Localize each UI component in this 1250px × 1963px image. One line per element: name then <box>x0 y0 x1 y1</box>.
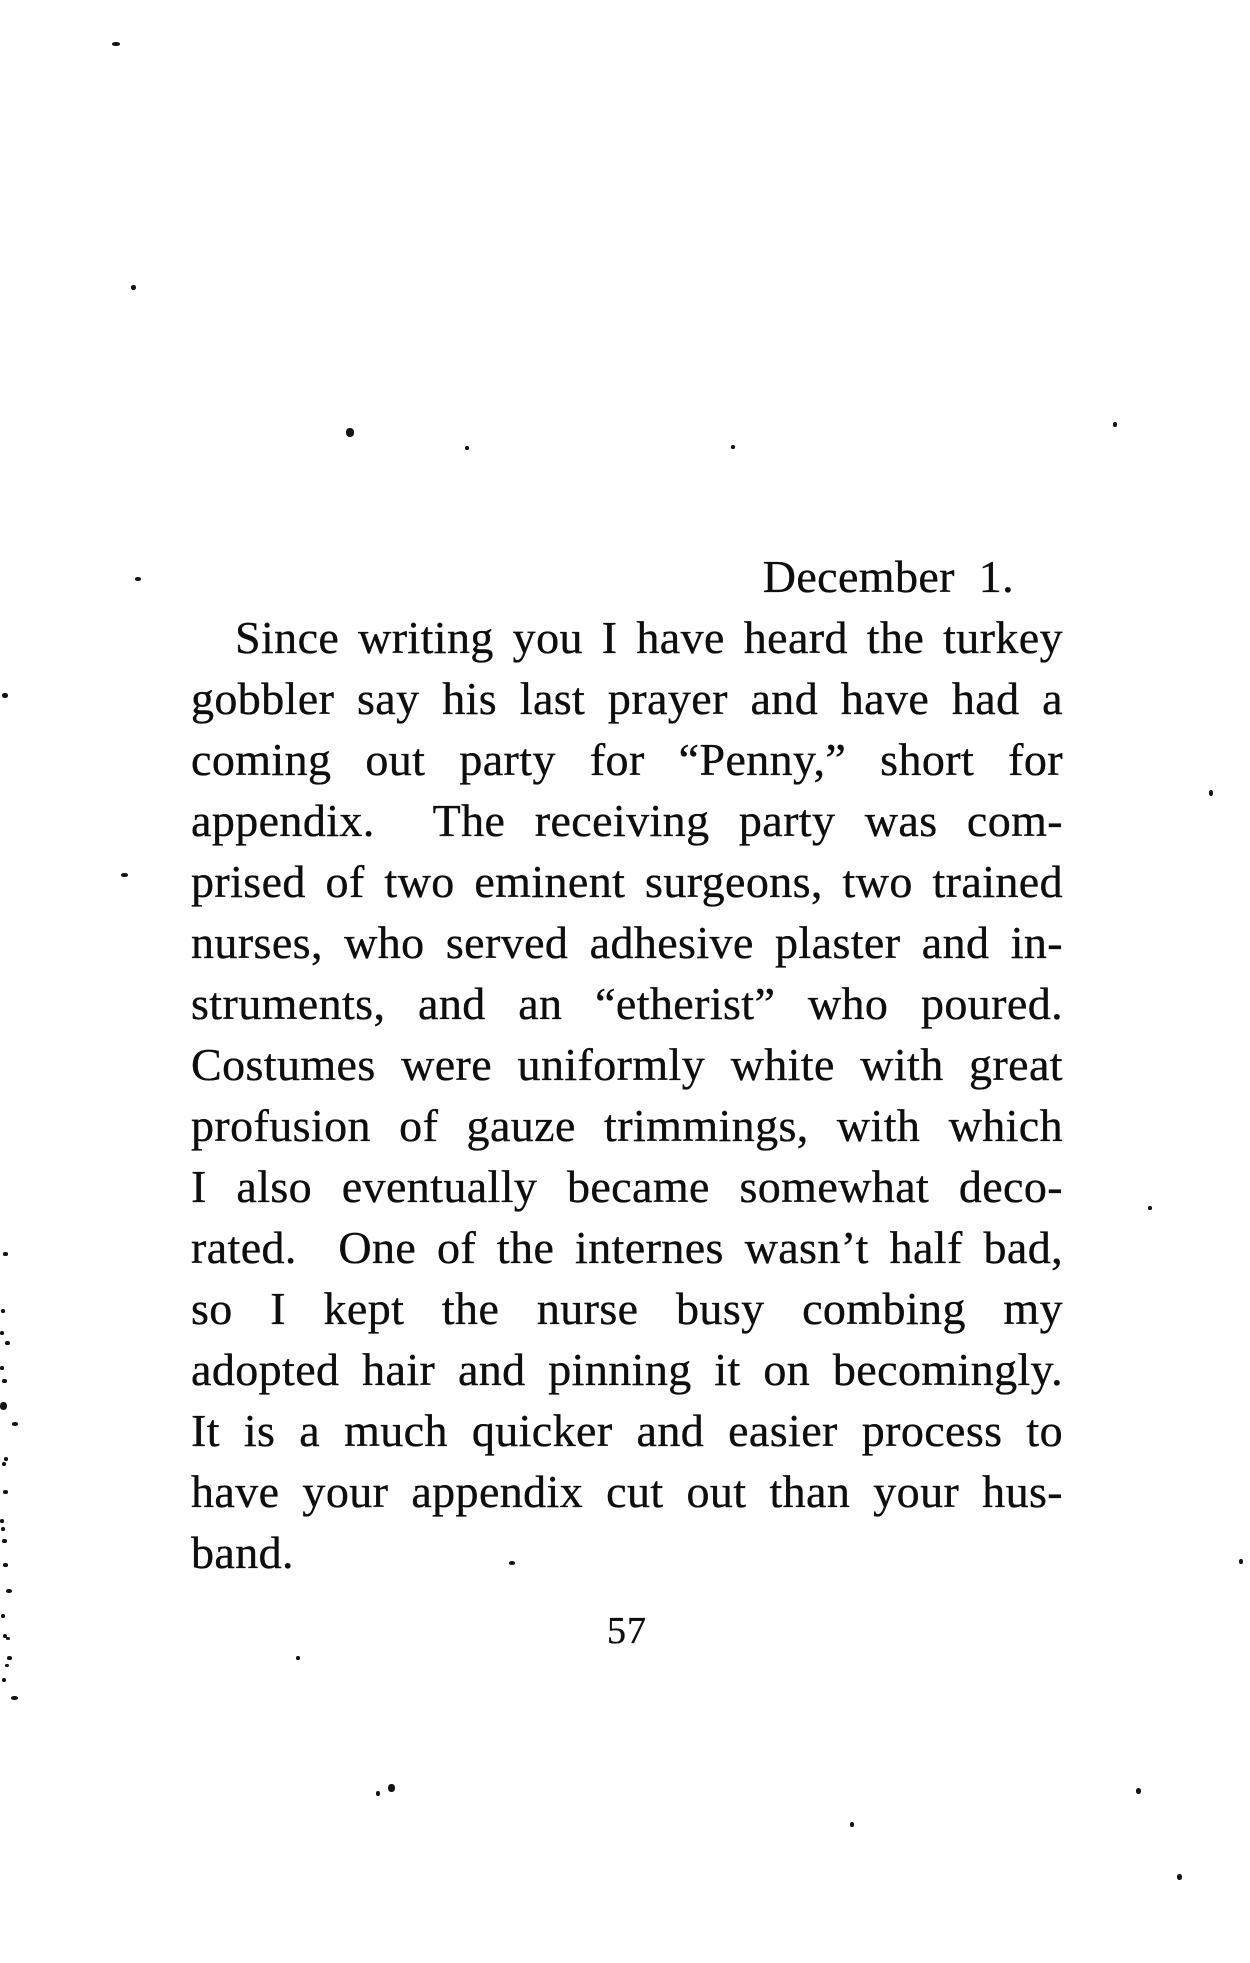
scan-speck <box>850 1822 854 1827</box>
scan-speck <box>12 1422 18 1426</box>
paragraph-line: gobbler say his last prayer and have had a <box>191 673 1063 724</box>
scan-speck <box>1239 1559 1243 1564</box>
scan-speck <box>7 1656 12 1660</box>
scan-speck <box>1 1309 5 1313</box>
scan-speck <box>0 1366 4 1370</box>
scan-speck <box>6 1589 12 1593</box>
scan-speck <box>121 873 128 877</box>
scan-speck <box>1177 1874 1182 1880</box>
scan-speck <box>11 1696 18 1700</box>
scan-speck <box>135 577 141 581</box>
scan-speck <box>2 1539 7 1543</box>
scan-speck <box>2 1462 6 1466</box>
scan-speck <box>4 1457 8 1461</box>
scan-speck <box>131 285 136 290</box>
paragraph-line: struments, and an “etherist” who poured. <box>191 978 1063 1029</box>
scan-speck <box>388 1784 395 1792</box>
paragraph-line: I also eventually became somewhat deco- <box>191 1161 1063 1212</box>
scan-speck <box>465 446 469 450</box>
paragraph-line: It is a much quicker and easier process to <box>191 1405 1063 1456</box>
date-heading: December 1. <box>762 551 1014 602</box>
scan-speck <box>6 1637 10 1640</box>
page-number: 57 <box>607 1610 647 1652</box>
scan-speck <box>376 1791 380 1796</box>
paragraph-line: rated. One of the internes wasn’t half bad, <box>191 1222 1063 1273</box>
scan-speck <box>1 1614 5 1618</box>
scan-speck <box>2 693 8 698</box>
paragraph-line: coming out party for “Penny,” short for <box>191 734 1063 785</box>
scan-speck <box>1209 790 1213 796</box>
page-text-block <box>191 546 1063 1583</box>
scan-speck <box>509 1561 515 1565</box>
scan-speck <box>1113 422 1117 427</box>
scan-speck <box>3 1563 8 1567</box>
paragraph-line: adopted hair and pinning it on becomingly. <box>191 1344 1063 1395</box>
paragraph-line: appendix. The receiving party was com- <box>191 795 1063 846</box>
scan-speck <box>3 1490 8 1494</box>
paragraph-line: band. <box>191 1527 294 1578</box>
scan-speck <box>112 42 120 46</box>
scan-speck <box>5 1664 9 1667</box>
scan-speck <box>1136 1788 1141 1794</box>
paragraph-line: profusion of gauze trimmings, with which <box>191 1100 1063 1151</box>
scan-speck <box>5 1341 10 1345</box>
scan-speck <box>2 1379 7 1383</box>
paragraph-line: so I kept the nurse busy combing my <box>191 1283 1063 1334</box>
scan-speck <box>1 1527 5 1531</box>
paragraph-line: Costumes were uniformly white with great <box>191 1039 1063 1090</box>
scan-speck <box>1148 1206 1152 1210</box>
scan-speck <box>296 1656 300 1660</box>
scan-speck <box>731 445 735 449</box>
scan-speck <box>0 1519 4 1523</box>
scan-speck <box>2 1678 6 1682</box>
scan-speck <box>0 1331 4 1335</box>
scan-speck <box>3 1252 8 1256</box>
paragraph-line: have your appendix cut out than your hus- <box>191 1466 1063 1517</box>
scan-speck <box>346 428 354 437</box>
paragraph-line: Since writing you I have heard the turkey <box>235 612 1063 663</box>
scan-speck <box>0 1402 7 1410</box>
paragraph-line: nurses, who served adhesive plaster and in- <box>191 917 1063 968</box>
paragraph-line: prised of two eminent surgeons, two trained <box>191 856 1063 907</box>
